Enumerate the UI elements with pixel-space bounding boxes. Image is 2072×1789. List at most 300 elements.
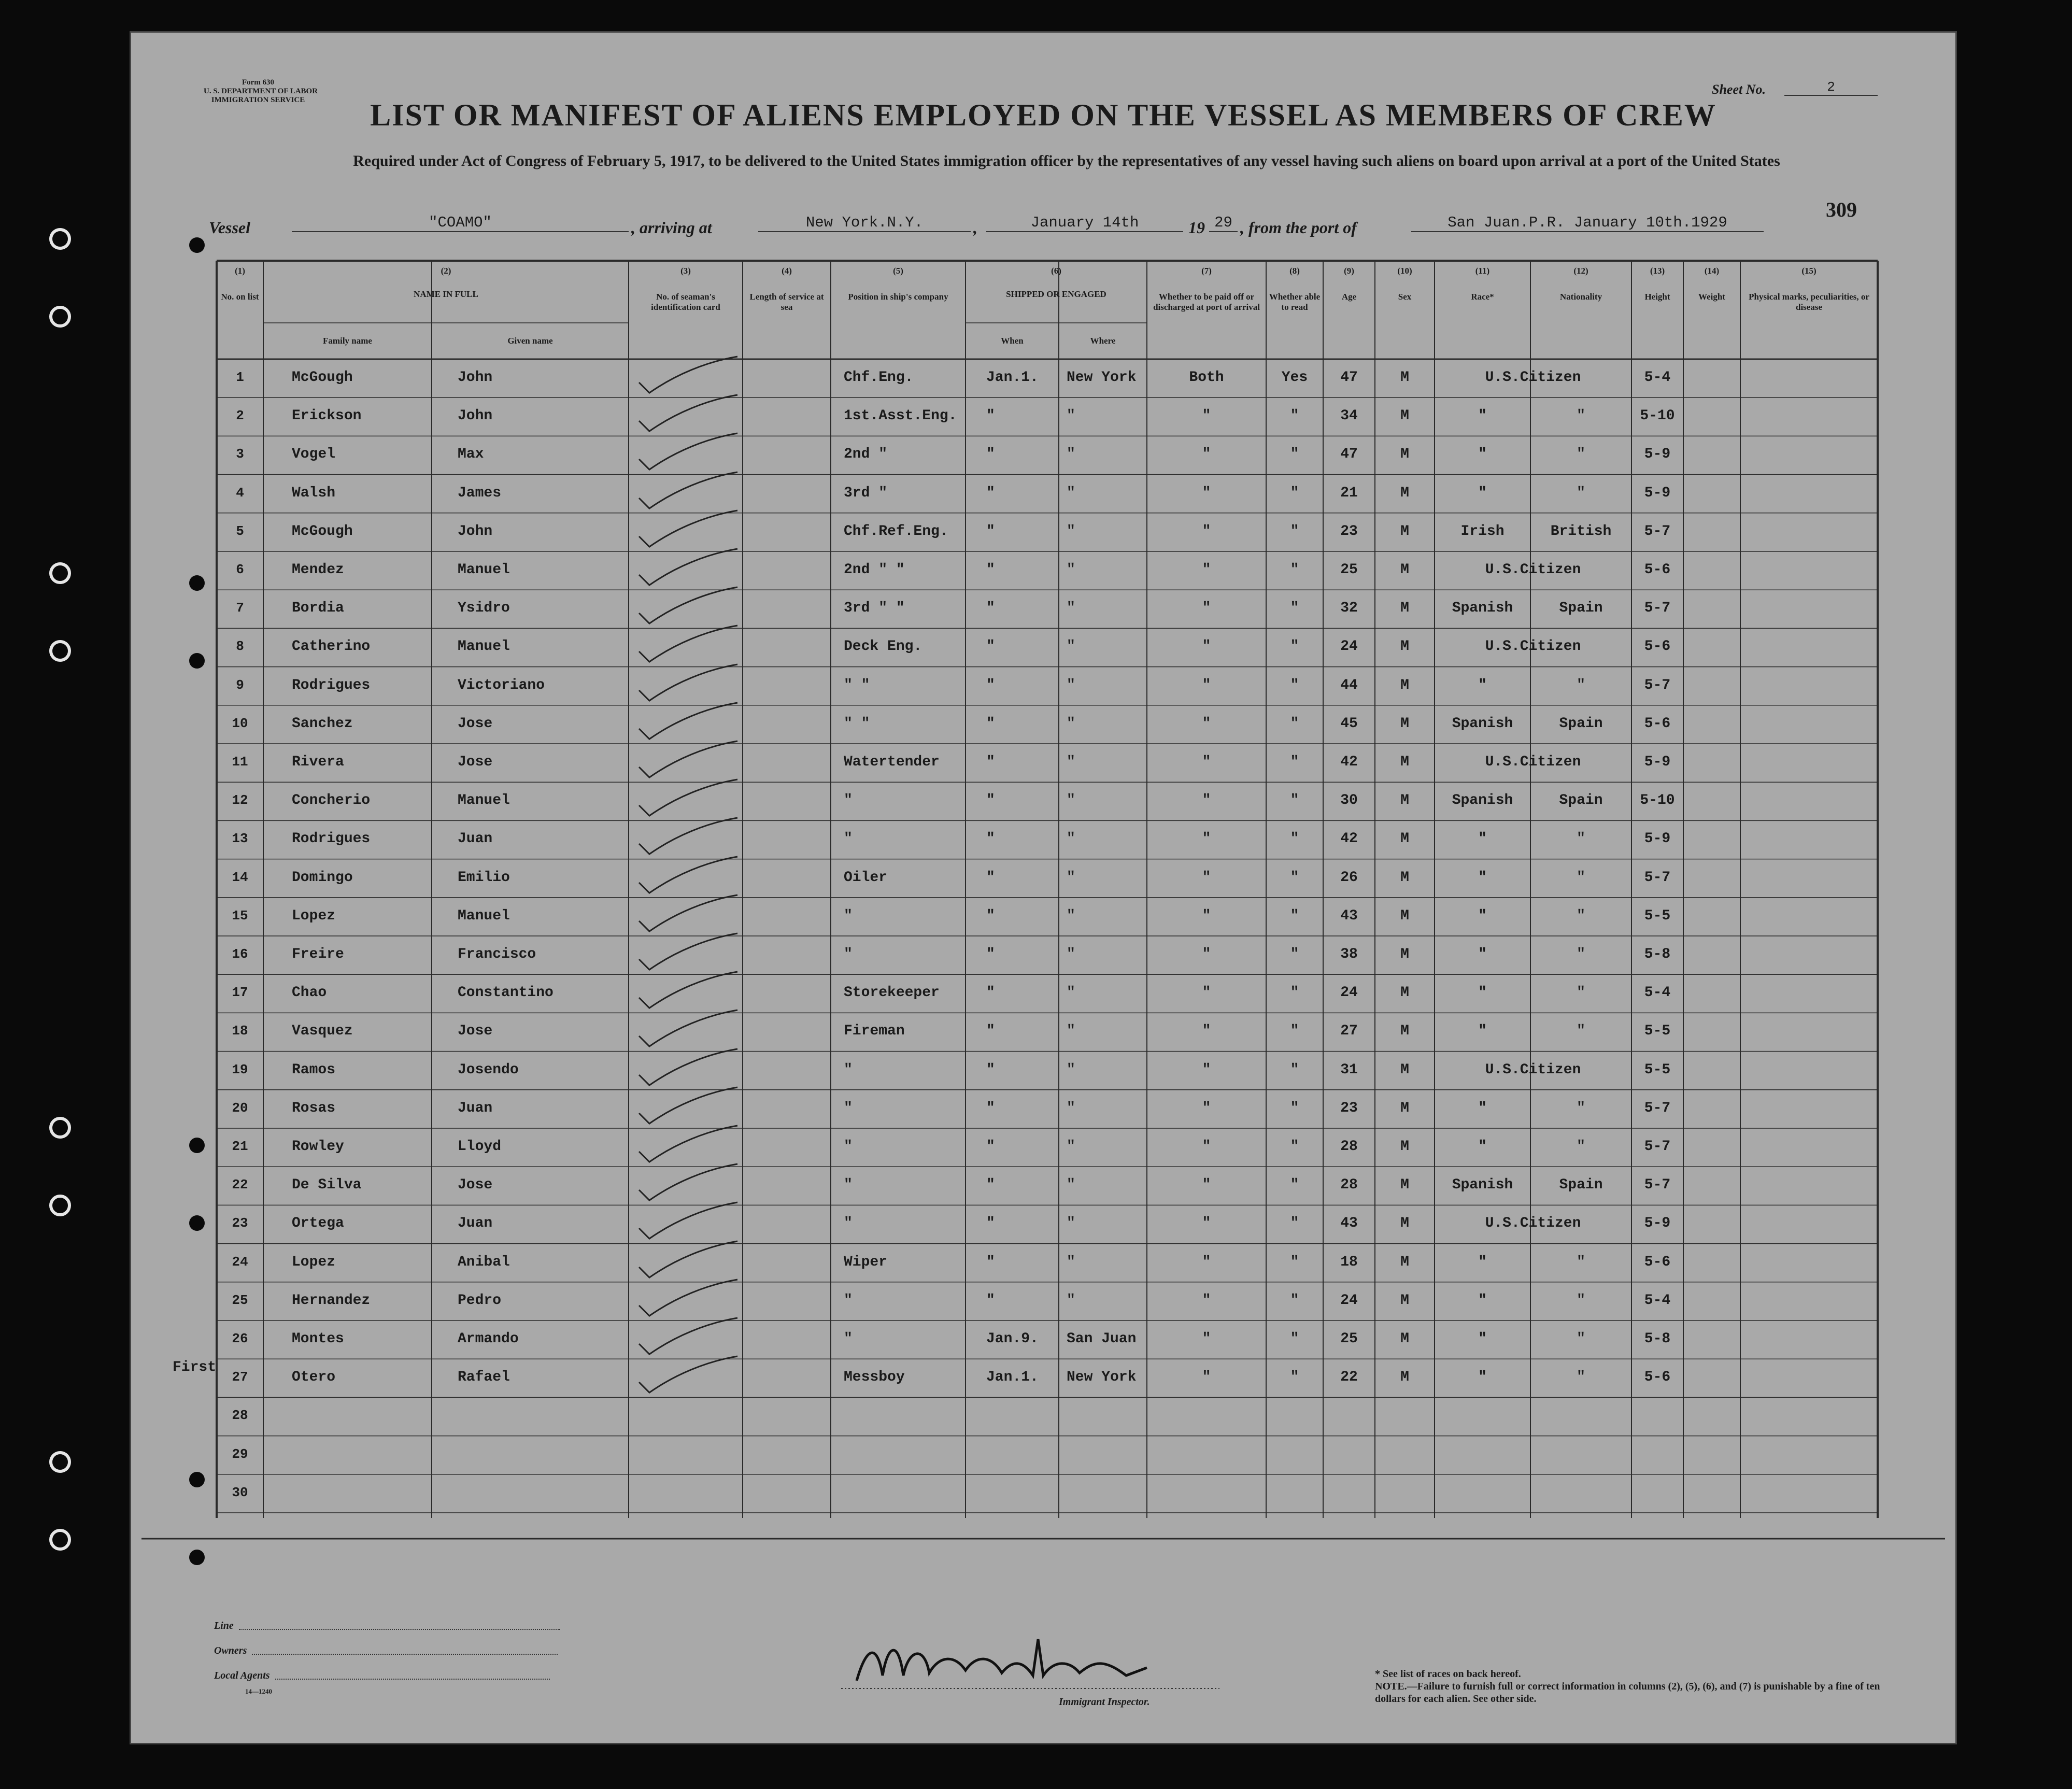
cell-where: " — [1067, 1100, 1075, 1116]
cell-height: 5-8 — [1644, 946, 1671, 962]
cell-position: Storekeeper — [844, 985, 940, 1001]
cell-position: 3rd " " — [844, 600, 905, 617]
cell-where: " — [1067, 869, 1075, 886]
footer-labels — [214, 1613, 560, 1695]
manifest-sheet: Form 630 U. S. DEPARTMENT OF LABOR IMMIGRATION SERVICE Sheet No. 2 LIST OR MANIFEST OF ALIENS EMPLOYED ON THE VESSEL AS MEMBERS OF CREW Required under Act of Congress of February 5, 1917, to be delivered to the United States immigration officer by the representatives of any vessel having such aliens on board upon arrival at a port of the United States 309 Vessel "COAMO" , arriving at New York.N.Y. , January 14th 19 29 , from the port of San Juan.P.R. January 10th.1929 (1) No. on list (2) NAME IN FULL Family name Given name (3) No. of seaman's identification card (4) Length of service at sea (5) Position in ship's company (6) SHIPPED OR ENGAGED When Where (7) Whether to be paid off or discharged at port of arrival (8) Whether able to read (9) Age (10) Sex (11) Race* (12) Nationality (13) Height (14) Weight (15) Physical marks, peculiarities, or disease 1 McGough John Chf.Eng. Jan.1. New York Both Yes 47 M U.S.Citizen 5-4 2 Erickson John 1st.Asst.Eng. " " " " 34 M " " 5-10 3 Vogel Max 2nd " " " " " 47 M " " 5-9 4 Walsh James 3rd " " " " " 21 M " " 5-9 5 McGough John Chf.Ref.Eng. " " " " 23 M Irish British 5-7 6 Mendez Manuel 2nd " " " " " " 25 M U.S.Citizen 5-6 7 Bordia Ysidro 3rd " " " " " " 32 M Spanish Spain 5-7 8 Catherino Manuel Deck Eng. " " " " 24 M U.S.Citizen 5-6 9 Rodrigues Victoriano " " " " " " 44 M " " 5-7 10 Sanchez Jose " " " " " " 45 M Spanish Spain 5-6 11 Rivera Jose Watertender " " " " 42 M U.S.Citizen 5-9 12 Concherio Manuel " " " " " 30 M Spanish Spain 5-10 13 Rodrigues Juan " " " " " 42 M " " 5-9 14 Domingo Emilio Oiler " " " " 26 M " " 5-7 15 Lopez Manuel " " " " " 43 M " " 5-5 16 Freire Francisco " " " " " 38 M " " 5-8 17 Chao Constantino Storekeeper " " " " 24 M " " 5-4 18 Vasquez Jose Fireman " " " " 27 M " " 5-5 19 Ramos Josendo " " " " " 31 M U.S.Citizen 5-5 20 Rosas Juan " " " " " 23 M " " 5-7 21 Rowley Lloyd " " " " " 28 M " " 5-7 22 De Silva Jose " " " " " 28 M Spanish Spain 5-7 23 Ortega Juan " " " " " 43 M U.S.Citizen 5-9 24 Lopez Anibal Wiper " " " " 18 M " " 5-6 25 Hernandez Pedro " " " " " 24 M " " 5-4 26 Montes Armando " Jan.9. San Juan " " 25 M " " 5-8 27 Otero Rafael Messboy Jan.1. New York " " 22 M " " 5-6 28 29 30 First Line Owners Local Agents 14—1240 Immigrant Inspector. * See list of races on back hereof. NOTE.—Failure to furnish full or correct information in columns (2), (5), (6), and (7) is punishable by a fine of ten dollars for each alien. See other side. — [130, 31, 1957, 1744]
cell-when: " — [986, 1177, 995, 1194]
cell-position: " — [844, 1292, 853, 1309]
cell-where: " — [1067, 446, 1075, 463]
cell-when: Jan.1. — [986, 370, 1039, 386]
cell-sex: M — [1400, 869, 1409, 886]
cell-position: 2nd " — [844, 446, 888, 463]
cell-family: Freire — [292, 946, 344, 962]
inspector-label: Immigrant Inspector. — [1059, 1696, 1150, 1708]
cell-position: 1st.Asst.Eng. — [844, 408, 957, 424]
penalty-note: NOTE.—Failure to furnish full or correct information in columns (2), (5), (6), and (7) is punishable by a fine of ten dollars for each alien. See other side. — [1375, 1681, 1880, 1705]
cell-family: Rosas — [292, 1100, 336, 1116]
cell-sex: M — [1400, 1369, 1409, 1386]
col-sex-label: Sex — [1398, 292, 1412, 302]
col-no-on-list-number: (1) — [235, 266, 245, 276]
card-check-stroke — [639, 1202, 737, 1239]
card-check-mark — [634, 470, 743, 511]
cell-sex: M — [1400, 677, 1409, 693]
cell-age: 43 — [1340, 1215, 1358, 1232]
cell-where: San Juan — [1067, 1331, 1137, 1347]
cell-given: Jose — [458, 754, 493, 770]
card-check-stroke — [639, 549, 737, 585]
punch-hole — [189, 237, 205, 253]
cell-paid: " — [1202, 485, 1211, 501]
card-check-stroke — [639, 1010, 737, 1046]
cell-read: " — [1290, 907, 1299, 924]
cell-nationality: " — [1577, 1100, 1585, 1116]
card-check-stroke — [639, 433, 737, 470]
col-race-number: (11) — [1475, 266, 1490, 276]
cell-sex: M — [1400, 562, 1409, 578]
cell-race: " — [1478, 946, 1487, 962]
cell-where: " — [1067, 638, 1075, 655]
cell-height: 5-6 — [1644, 1369, 1671, 1386]
cell-where: " — [1067, 677, 1075, 693]
vessel-label: Vessel — [209, 218, 250, 237]
arrival-port: New York.N.Y. — [758, 214, 971, 232]
col-shipped-or-engaged-sub-c6b: Where — [1090, 336, 1116, 346]
card-check-mark — [634, 1200, 743, 1241]
cell-sex: M — [1400, 1061, 1409, 1078]
card-check-mark — [634, 1161, 743, 1203]
cell-read: " — [1290, 869, 1299, 886]
cell-race: " — [1478, 831, 1487, 847]
punch-hole — [189, 1138, 205, 1153]
margin-note: First — [173, 1359, 217, 1375]
cell-nationality: Spain — [1559, 1177, 1603, 1194]
cell-paid: " — [1202, 985, 1211, 1001]
punch-hole — [189, 575, 205, 591]
cell-nationality: " — [1577, 985, 1585, 1001]
cell-position: " — [844, 792, 853, 809]
card-check-mark — [634, 1007, 743, 1049]
cell-where: " — [1067, 1215, 1075, 1232]
cell-height: 5-5 — [1644, 1061, 1671, 1078]
cell-height: 5-4 — [1644, 985, 1671, 1001]
cell-read: " — [1290, 754, 1299, 770]
cell-when: " — [986, 485, 995, 501]
cell-given: Juan — [458, 1215, 493, 1232]
cell-age: 28 — [1340, 1177, 1358, 1194]
row-number: 23 — [232, 1215, 248, 1231]
cell-age: 21 — [1340, 485, 1358, 501]
col-paid-off-number: (7) — [1201, 266, 1212, 276]
card-check-stroke — [639, 1087, 737, 1124]
cell-height: 5-7 — [1644, 600, 1671, 617]
cell-position: Messboy — [844, 1369, 905, 1386]
cell-where: " — [1067, 523, 1075, 539]
cell-family: Rodrigues — [292, 677, 371, 693]
row-number: 4 — [236, 485, 244, 501]
row-number: 28 — [232, 1408, 248, 1424]
cell-sex: M — [1400, 1139, 1409, 1155]
cell-given: Jose — [458, 1177, 493, 1194]
cell-nationality: " — [1577, 485, 1585, 501]
agents-form-number: 14—1240 — [245, 1687, 272, 1695]
cell-height: 5-9 — [1644, 446, 1671, 463]
cell-race: Spanish — [1452, 600, 1513, 617]
arrival-date: January 14th — [986, 214, 1183, 232]
cell-position: Deck Eng. — [844, 638, 923, 655]
cell-height: 5-10 — [1640, 792, 1675, 809]
cell-race: Irish — [1460, 523, 1505, 539]
cell-sex: M — [1400, 1177, 1409, 1194]
card-check-mark — [634, 1085, 743, 1126]
cell-family: Sanchez — [292, 715, 353, 732]
cell-family: Ramos — [292, 1061, 336, 1078]
col-name-in-full-number: (2) — [441, 266, 451, 276]
card-check-stroke — [639, 395, 737, 431]
cell-nationality: " — [1577, 1369, 1585, 1386]
cell-paid: " — [1202, 1177, 1211, 1194]
row-number: 13 — [232, 831, 248, 847]
col-length-of-service-label: Length of service at sea — [749, 292, 824, 312]
cell-where: " — [1067, 985, 1075, 1001]
cell-given: Francisco — [458, 946, 536, 962]
cell-family: Rowley — [292, 1139, 344, 1155]
cell-given: Juan — [458, 1100, 493, 1116]
cell-where: New York — [1067, 1369, 1137, 1386]
cell-age: 45 — [1340, 715, 1358, 732]
cell-given: Manuel — [458, 792, 510, 809]
col-age-label: Age — [1341, 292, 1357, 302]
col-identification-card-label: No. of seaman's identification card — [651, 292, 720, 312]
card-check-mark — [634, 1123, 743, 1165]
cell-given: Josendo — [458, 1061, 519, 1078]
cell-height: 5-4 — [1644, 1292, 1671, 1309]
form-service: IMMIGRATION SERVICE — [211, 96, 305, 104]
cell-given: Armando — [458, 1331, 519, 1347]
row-number: 18 — [232, 1023, 248, 1039]
cell-given: Pedro — [458, 1292, 502, 1309]
cell-family: Rodrigues — [292, 831, 371, 847]
cell-given: Manuel — [458, 907, 510, 924]
cell-race: " — [1478, 1369, 1487, 1386]
cell-age: 25 — [1340, 562, 1358, 578]
cell-race: U.S.Citizen — [1485, 754, 1581, 770]
col-shipped-or-engaged-label: SHIPPED OR ENGAGED — [1006, 289, 1106, 299]
card-check-stroke — [639, 472, 737, 508]
cell-family: De Silva — [292, 1177, 362, 1194]
cell-nationality: " — [1577, 446, 1585, 463]
cell-when: " — [986, 907, 995, 924]
cell-sex: M — [1400, 985, 1409, 1001]
cell-height: 5-6 — [1644, 1254, 1671, 1270]
row-number: 16 — [232, 946, 248, 962]
binder-hole — [49, 1529, 71, 1551]
cell-height: 5-9 — [1644, 1215, 1671, 1232]
cell-race: U.S.Citizen — [1485, 1061, 1581, 1078]
cell-race: U.S.Citizen — [1485, 562, 1581, 578]
card-check-stroke — [639, 1241, 737, 1277]
cell-where: " — [1067, 1177, 1075, 1194]
card-check-mark — [634, 931, 743, 972]
card-check-stroke — [639, 1164, 737, 1200]
cell-when: " — [986, 1061, 995, 1078]
cell-race: Spanish — [1452, 715, 1513, 732]
cell-nationality: " — [1577, 869, 1585, 886]
cell-nationality: British — [1550, 523, 1612, 539]
line-label: Line — [214, 1620, 234, 1631]
card-check-mark — [634, 508, 743, 549]
card-check-stroke — [639, 357, 737, 393]
form-number: Form 630 — [242, 78, 275, 87]
cell-read: Yes — [1281, 370, 1308, 386]
card-check-stroke — [639, 1280, 737, 1316]
cell-sex: M — [1400, 715, 1409, 732]
owners-label: Owners — [214, 1645, 247, 1656]
cell-sex: M — [1400, 523, 1409, 539]
cell-race: " — [1478, 1254, 1487, 1270]
row-number: 14 — [232, 869, 248, 885]
cell-paid: " — [1202, 1254, 1211, 1270]
cell-given: John — [458, 523, 493, 539]
col-height-label: Height — [1644, 292, 1670, 302]
cell-race: " — [1478, 677, 1487, 693]
row-number: 12 — [232, 792, 248, 808]
binder-hole — [49, 562, 71, 584]
col-weight-label: Weight — [1698, 292, 1725, 302]
cell-where: " — [1067, 792, 1075, 809]
col-no-on-list-label: No. on list — [221, 292, 259, 302]
cell-given: Jose — [458, 1023, 493, 1040]
cell-family: Rivera — [292, 754, 344, 770]
card-check-mark — [634, 854, 743, 896]
card-check-mark — [634, 662, 743, 703]
cell-read: " — [1290, 1177, 1299, 1194]
row-number: 15 — [232, 907, 248, 924]
card-check-stroke — [639, 933, 737, 970]
row-number: 7 — [236, 600, 244, 616]
cell-family: Hernandez — [292, 1292, 371, 1309]
cell-read: " — [1290, 985, 1299, 1001]
cell-when: " — [986, 831, 995, 847]
cell-when: " — [986, 792, 995, 809]
cell-when: " — [986, 946, 995, 962]
cell-position: " — [844, 1100, 853, 1116]
cell-when: " — [986, 677, 995, 693]
cell-age: 24 — [1340, 1292, 1358, 1309]
cell-race: " — [1478, 985, 1487, 1001]
cell-when: Jan.9. — [986, 1331, 1039, 1347]
cell-when: " — [986, 1254, 995, 1270]
cell-when: " — [986, 1100, 995, 1116]
cell-height: 5-8 — [1644, 1331, 1671, 1347]
cell-position: Oiler — [844, 869, 888, 886]
cell-height: 5-5 — [1644, 1023, 1671, 1040]
cell-race: " — [1478, 485, 1487, 501]
cell-given: John — [458, 370, 493, 386]
binder-hole — [49, 306, 71, 328]
cell-sex: M — [1400, 831, 1409, 847]
cell-read: " — [1290, 408, 1299, 424]
agents-label: Local Agents — [214, 1670, 270, 1681]
cell-where: " — [1067, 831, 1075, 847]
cell-paid: " — [1202, 562, 1211, 578]
cell-nationality: " — [1577, 1254, 1585, 1270]
cell-family: Bordia — [292, 600, 344, 617]
row-number: 26 — [232, 1331, 248, 1346]
cell-sex: M — [1400, 485, 1409, 501]
cell-age: 30 — [1340, 792, 1358, 809]
cell-race: U.S.Citizen — [1485, 370, 1581, 386]
card-check-stroke — [639, 587, 737, 623]
row-number: 27 — [232, 1369, 248, 1385]
cell-sex: M — [1400, 754, 1409, 770]
cell-height: 5-7 — [1644, 677, 1671, 693]
cell-when: " — [986, 408, 995, 424]
inspector-signature — [836, 1624, 1230, 1696]
from-label: , from the port of — [1240, 218, 1357, 237]
cell-height: 5-7 — [1644, 1100, 1671, 1116]
races-note: * See list of races on back hereof. — [1375, 1668, 1521, 1680]
cell-read: " — [1290, 1292, 1299, 1309]
col-race-label: Race* — [1471, 292, 1494, 302]
col-shipped-or-engaged-number: (6) — [1051, 266, 1061, 276]
cell-age: 24 — [1340, 985, 1358, 1001]
cell-race: U.S.Citizen — [1485, 638, 1581, 655]
card-check-stroke — [639, 626, 737, 662]
punch-hole — [189, 1472, 205, 1487]
year-prefix: 19 — [1188, 218, 1205, 237]
cell-family: Walsh — [292, 485, 336, 501]
col-height-number: (13) — [1650, 266, 1665, 276]
cell-position: " — [844, 1139, 853, 1155]
cell-nationality: " — [1577, 907, 1585, 924]
cell-paid: " — [1202, 1292, 1211, 1309]
cell-given: Constantino — [458, 985, 554, 1001]
cell-family: Vasquez — [292, 1023, 353, 1040]
row-number: 29 — [232, 1446, 248, 1462]
row-number: 20 — [232, 1100, 248, 1116]
cell-race: Spanish — [1452, 792, 1513, 809]
cell-height: 5-4 — [1644, 370, 1671, 386]
cell-paid: " — [1202, 523, 1211, 539]
col-physical-marks-number: (15) — [1801, 266, 1816, 276]
cell-given: Manuel — [458, 638, 510, 655]
cell-age: 38 — [1340, 946, 1358, 962]
cell-family: Catherino — [292, 638, 371, 655]
cell-given: Emilio — [458, 869, 510, 886]
punch-hole — [189, 653, 205, 669]
card-check-stroke — [639, 510, 737, 547]
cell-nationality: " — [1577, 1292, 1585, 1309]
cell-where: " — [1067, 408, 1075, 424]
cell-sex: M — [1400, 1331, 1409, 1347]
col-sex-number: (10) — [1397, 266, 1412, 276]
cell-where: New York — [1067, 370, 1137, 386]
cell-given: Victoriano — [458, 677, 545, 693]
cell-when: " — [986, 715, 995, 732]
cell-race: Spanish — [1452, 1177, 1513, 1194]
cell-read: " — [1290, 638, 1299, 655]
cell-age: 28 — [1340, 1139, 1358, 1155]
cell-position: Fireman — [844, 1023, 905, 1040]
page-title: LIST OR MANIFEST OF ALIENS EMPLOYED ON THE VESSEL AS MEMBERS OF CREW — [370, 98, 1716, 132]
cell-given: James — [458, 485, 502, 501]
cell-age: 22 — [1340, 1369, 1358, 1386]
cell-when: " — [986, 600, 995, 617]
cell-paid: " — [1202, 638, 1211, 655]
card-check-stroke — [639, 741, 737, 777]
card-check-stroke — [639, 972, 737, 1008]
cell-read: " — [1290, 946, 1299, 962]
card-check-mark — [634, 815, 743, 857]
cell-paid: " — [1202, 907, 1211, 924]
cell-when: " — [986, 869, 995, 886]
cell-read: " — [1290, 1023, 1299, 1040]
cell-where: " — [1067, 485, 1075, 501]
cell-where: " — [1067, 562, 1075, 578]
cell-age: 24 — [1340, 638, 1358, 655]
cell-age: 25 — [1340, 1331, 1358, 1347]
cell-sex: M — [1400, 1100, 1409, 1116]
cell-height: 5-7 — [1644, 869, 1671, 886]
row-number: 11 — [232, 754, 248, 770]
cell-position: Chf.Eng. — [844, 370, 914, 386]
cell-position: Chf.Ref.Eng. — [844, 523, 948, 539]
cell-race: " — [1478, 1292, 1487, 1309]
cell-race: " — [1478, 1023, 1487, 1040]
arriving-label: , arriving at — [631, 218, 712, 237]
cell-position: " — [844, 907, 853, 924]
row-number: 2 — [236, 408, 244, 424]
cell-family: Otero — [292, 1369, 336, 1386]
row-number: 22 — [232, 1177, 248, 1193]
cell-position: " — [844, 831, 853, 847]
cell-age: 42 — [1340, 754, 1358, 770]
cell-sex: M — [1400, 638, 1409, 655]
sheet-label: Sheet No. — [1712, 82, 1766, 97]
card-check-mark — [634, 585, 743, 626]
cell-age: 31 — [1340, 1061, 1358, 1078]
col-shipped-or-engaged-sub-c6a: When — [1001, 336, 1024, 346]
cell-when: " — [986, 638, 995, 655]
cell-paid: " — [1202, 1100, 1211, 1116]
card-check-stroke — [639, 664, 737, 701]
cell-height: 5-7 — [1644, 523, 1671, 539]
cell-family: Mendez — [292, 562, 344, 578]
cell-nationality: " — [1577, 677, 1585, 693]
cell-sex: M — [1400, 1254, 1409, 1270]
cell-paid: " — [1202, 677, 1211, 693]
cell-age: 23 — [1340, 523, 1358, 539]
cell-paid: " — [1202, 1023, 1211, 1040]
cell-when: " — [986, 754, 995, 770]
cell-nationality: " — [1577, 1023, 1585, 1040]
cell-race: " — [1478, 1139, 1487, 1155]
cell-read: " — [1290, 831, 1299, 847]
cell-when: " — [986, 446, 995, 463]
cell-sex: M — [1400, 946, 1409, 962]
cell-read: " — [1290, 1254, 1299, 1270]
cell-race: U.S.Citizen — [1485, 1215, 1581, 1232]
cell-read: " — [1290, 1215, 1299, 1232]
cell-family: Chao — [292, 985, 327, 1001]
cell-when: " — [986, 1023, 995, 1040]
cell-paid: " — [1202, 1369, 1211, 1386]
card-check-stroke — [639, 703, 737, 739]
cell-height: 5-5 — [1644, 907, 1671, 924]
cell-given: Juan — [458, 831, 493, 847]
card-check-mark — [634, 969, 743, 1011]
card-check-stroke — [639, 857, 737, 893]
